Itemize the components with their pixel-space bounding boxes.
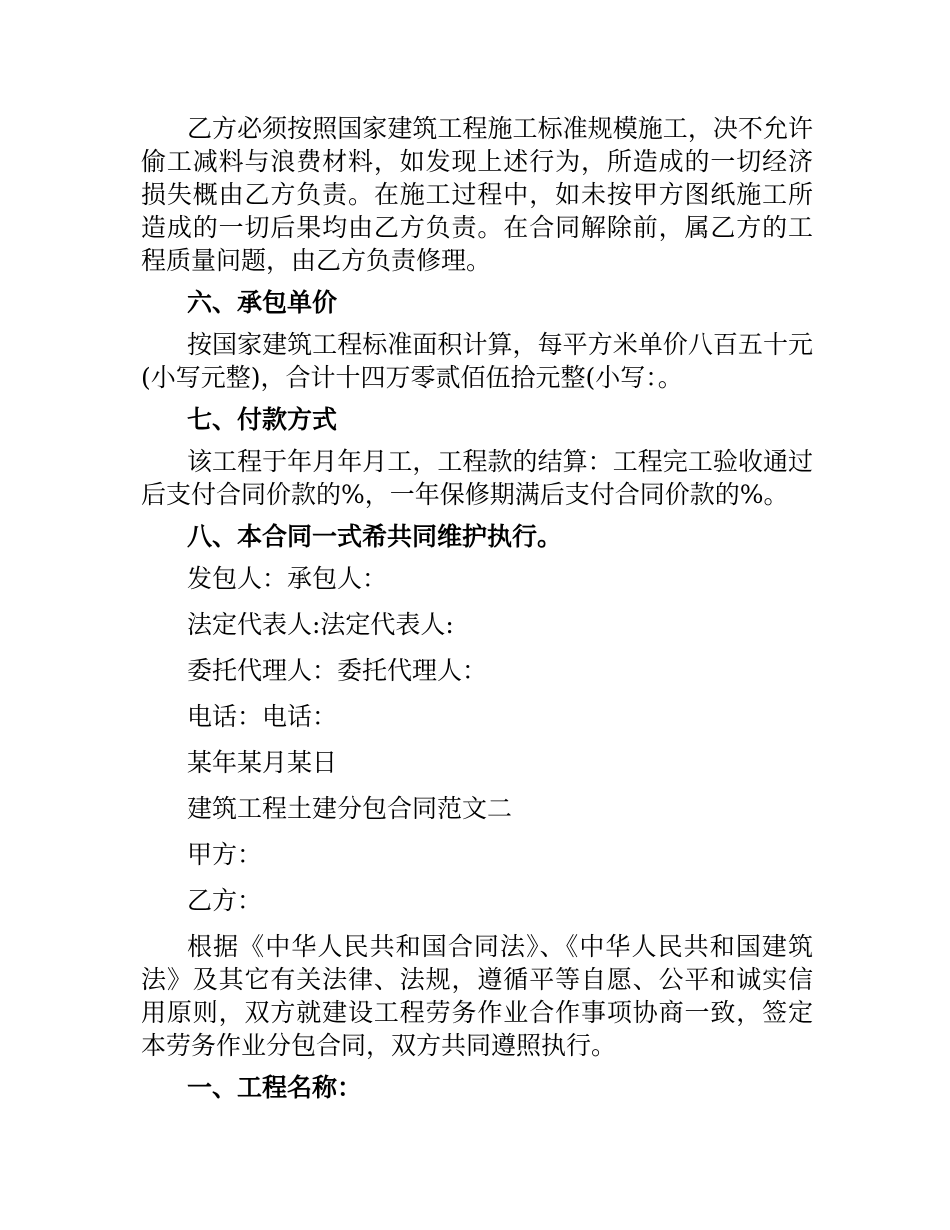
signature-line-agent: 委托代理人：委托代理人： [187,656,488,685]
signature-line-phone: 电话：电话： [187,702,338,731]
legal-basis-paragraph: 根据《中华人民共和国合同法》、《中华人民共和国建筑法》及其它有关法律、法规，遵循平等自愿、公平和诚实信用原则，双方就建设工程劳务作业合作事项协商一致，签定本劳务作业分包合同，双方共同遵照执行。 [141,932,813,1060]
party-b-line: 乙方： [187,886,263,915]
signature-line-parties: 发包人：承包人： [187,564,388,593]
signature-line-date: 某年某月某日 [187,748,338,777]
section-heading-project-name: 一、工程名称： [187,1073,363,1102]
quality-clause-paragraph: 乙方必须按照国家建筑工程施工标准规模施工，决不允许偷工减料与浪费材料，如发现上述行为，所造成的一切经济损失概由乙方负责。在施工过程中，如未按甲方图纸施工所造成的一切后果均由乙方负责。在合同解除前，属乙方的工程质量问题，由乙方负责修理。 [141,114,813,275]
signature-line-legal-rep: 法定代表人:法定代表人: [187,610,454,639]
unit-price-paragraph: 按国家建筑工程标准面积计算，每平方米单价八百五十元(小写元整)，合计十四万零贰佰伍拾元整(小写：。 [141,330,813,392]
party-a-line: 甲方： [187,840,263,869]
document-page [141,112,813,1113]
section-heading-payment-method: 七、付款方式 [187,405,338,434]
payment-paragraph: 该工程于年月年月工，工程款的结算：工程完工验收通过后支付合同价款的%，一年保修期满后支付合同价款的%。 [141,447,813,509]
section-heading-unit-price: 六、承包单价 [187,288,338,317]
section-heading-copies: 八、本合同一式希共同维护执行。 [187,522,563,551]
second-contract-title: 建筑工程土建分包合同范文二 [187,794,513,823]
